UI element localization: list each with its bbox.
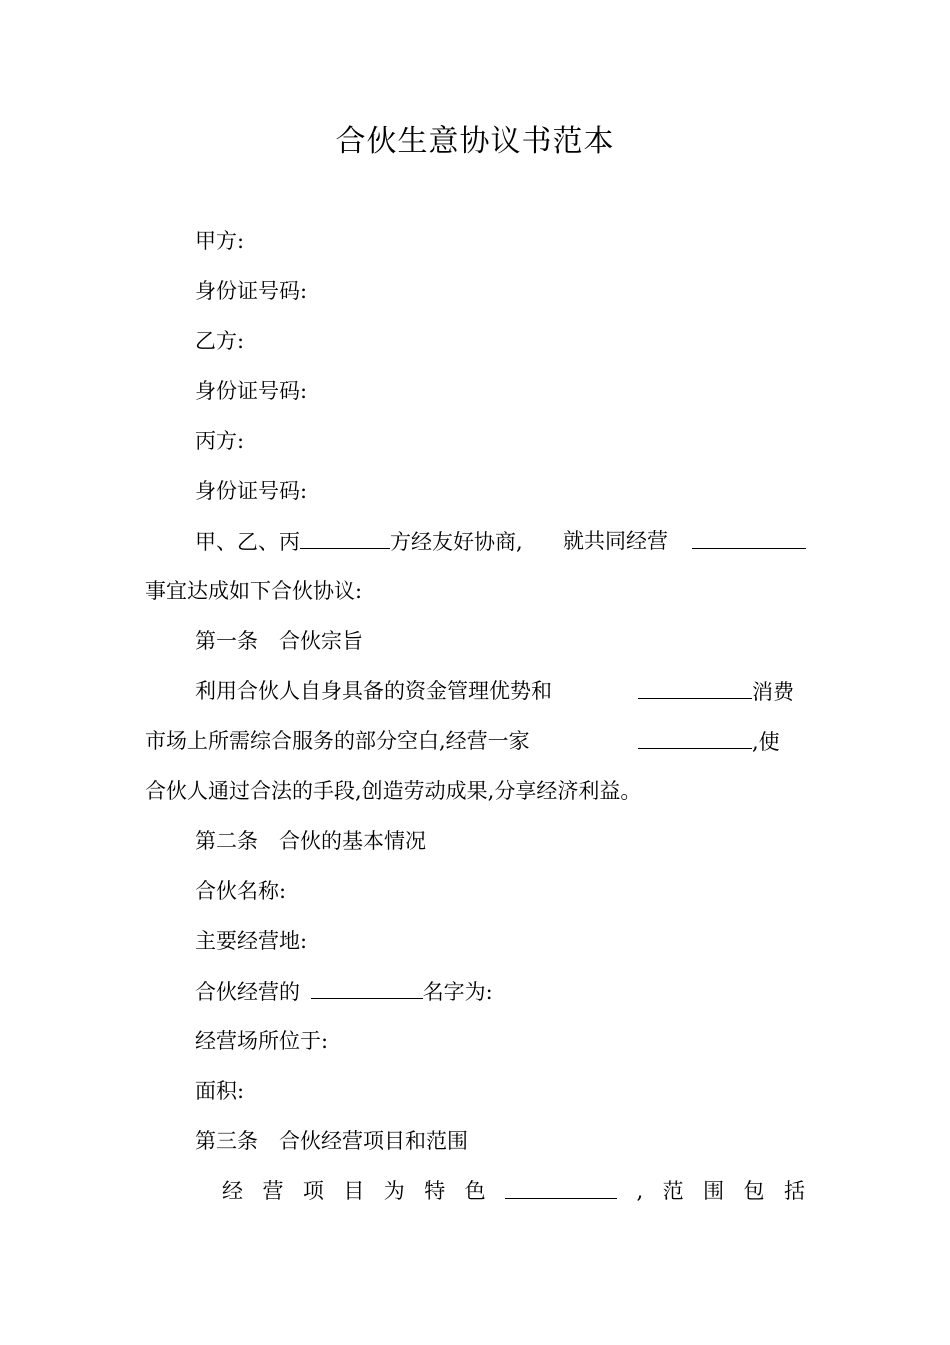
party-count-blank [300, 526, 390, 549]
shop-type-blank [638, 726, 752, 749]
party-c-label: 丙方: [195, 429, 245, 453]
business-blank-holder [692, 526, 806, 557]
art3-char: 围 [703, 1179, 725, 1203]
art3-comma: , [636, 1179, 644, 1203]
art3-char: 特 [424, 1179, 446, 1203]
art3-char: 包 [743, 1179, 765, 1203]
art3-char: 经 [222, 1179, 243, 1203]
article-1-line-2: 市场上所需综合服务的部分空白,经营一家 [145, 729, 530, 753]
business-kind-blank [311, 976, 423, 999]
specialty-blank [505, 1176, 617, 1199]
market-blank [638, 676, 752, 699]
site-location-label: 经营场所位于: [195, 1029, 329, 1053]
article-1-line-1-end [638, 676, 794, 707]
consumption-text: 消费 [752, 680, 794, 704]
make-text: ,使 [752, 730, 780, 754]
business-name-line [195, 976, 493, 1007]
article-1-line-2-end [638, 726, 780, 757]
article-1-line-3: 合伙人通过合法的手段,创造劳动成果,分享经济利益。 [145, 779, 642, 803]
art3-char: 为 [383, 1179, 405, 1203]
party-c-id-label: 身份证号码: [195, 479, 308, 503]
intro-continuation: 事宜达成如下合伙协议: [145, 579, 363, 603]
area-label: 面积: [195, 1079, 245, 1103]
art3-char: 营 [262, 1179, 284, 1203]
art3-char: 色 [464, 1179, 486, 1203]
intro-negotiation-text: 方经友好协商, [390, 530, 523, 554]
art3-char: 括 [783, 1179, 805, 1203]
intro-line [195, 526, 523, 557]
art3-char: 范 [662, 1179, 684, 1203]
intro-business-label: 就共同经营 [563, 529, 668, 553]
art3-char: 项 [302, 1179, 324, 1203]
article-3-title: 第三条 合伙经营项目和范围 [195, 1129, 468, 1153]
party-b-id-label: 身份证号码: [195, 379, 308, 403]
intro-parties-text: 甲、乙、丙 [195, 530, 300, 554]
art3-char: 目 [343, 1179, 365, 1203]
party-b-label: 乙方: [195, 329, 245, 353]
business-name-suffix: 名字为: [422, 980, 493, 1004]
article-2-title: 第二条 合伙的基本情况 [195, 829, 426, 853]
intro-business-text [563, 526, 668, 556]
business-name-prefix: 合伙经营的 [195, 980, 300, 1004]
party-a-label: 甲方: [195, 229, 245, 253]
article-1-title: 第一条 合伙宗旨 [195, 629, 363, 653]
party-a-id-label: 身份证号码: [195, 279, 308, 303]
partnership-name-label: 合伙名称: [195, 879, 287, 903]
main-place-label: 主要经营地: [195, 929, 308, 953]
article-3-line-1 [222, 1176, 805, 1206]
page-title: 合伙生意协议书范本 [335, 124, 615, 159]
article-1-line-1: 利用合伙人自身具备的资金管理优势和 [195, 679, 552, 703]
business-blank [692, 526, 806, 549]
